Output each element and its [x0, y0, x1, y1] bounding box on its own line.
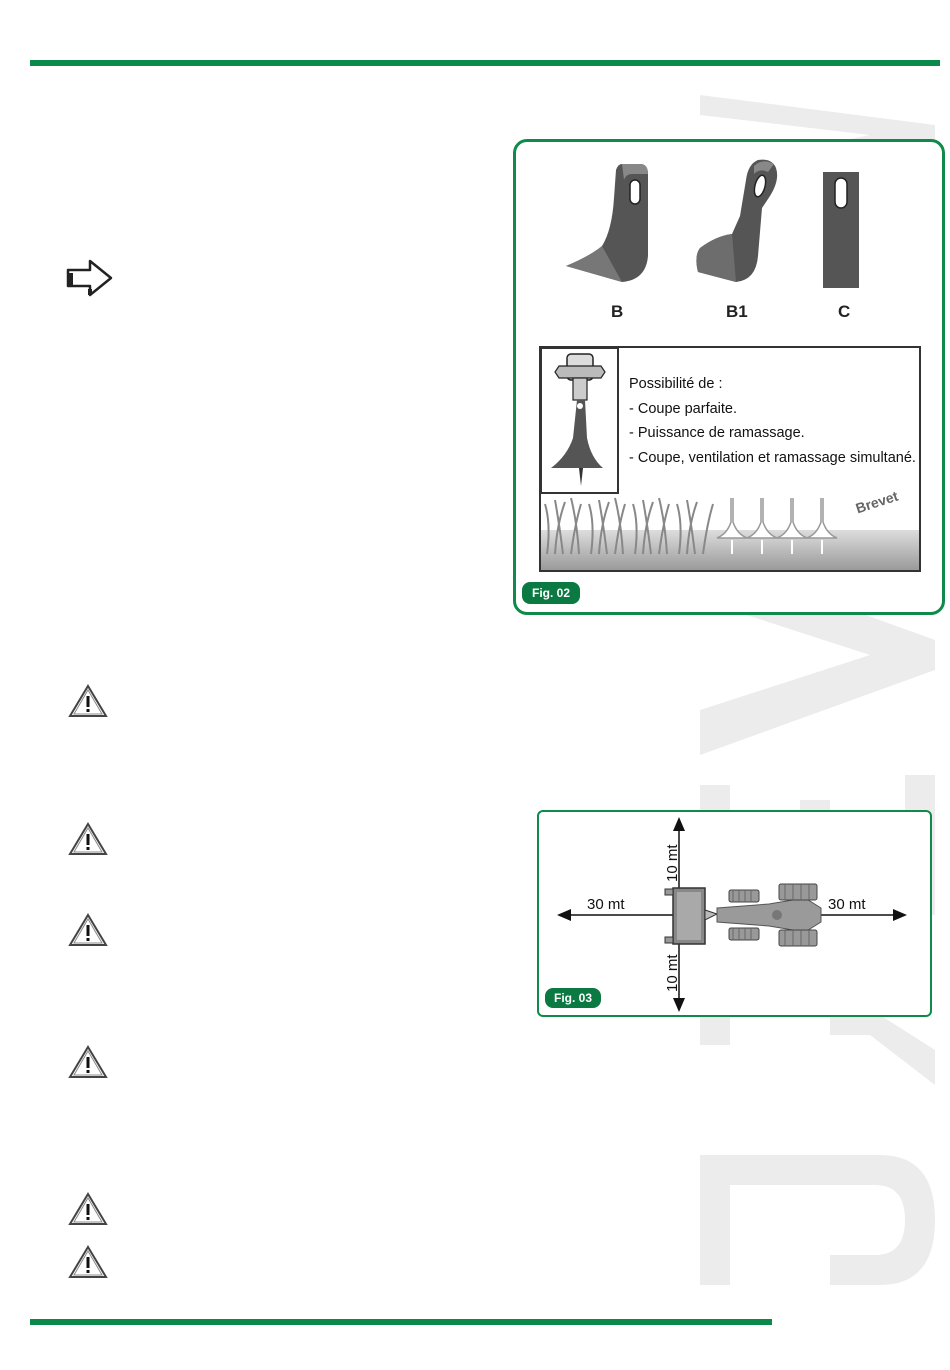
top-distance-label: 10 mt [664, 844, 681, 882]
features-heading: Possibilité de : [629, 376, 723, 392]
right-arrow-icon [66, 259, 114, 297]
brevet-stamp: Brevet [853, 487, 900, 517]
features-info-box [539, 346, 921, 572]
blade-label-c: C [838, 302, 851, 321]
top-rule [30, 60, 940, 66]
warning-triangle-icon [68, 913, 108, 947]
safety-distance-diagram [539, 812, 930, 1015]
bottom-distance-label: 10 mt [664, 954, 681, 992]
right-distance-label: 30 mt [828, 896, 866, 913]
bottom-rule [30, 1319, 772, 1325]
warning-triangle-icon [68, 1045, 108, 1079]
blade-b1-illustration [692, 156, 788, 286]
warning-triangle-icon [68, 1245, 108, 1279]
blade-label-b: B [611, 302, 624, 321]
figure-badge: Fig. 02 [522, 582, 580, 604]
features-text [629, 372, 916, 470]
blade-b-illustration [562, 158, 662, 288]
warning-triangle-icon [68, 1192, 108, 1226]
hinged-blade-illustration [541, 348, 619, 494]
warning-triangle-icon [68, 822, 108, 856]
warning-triangle-icon [68, 684, 108, 718]
feature-item: - Puissance de ramassage. [629, 425, 805, 441]
feature-item: - Coupe, ventilation et ramassage simultané. [629, 449, 916, 466]
feature-item: - Coupe parfaite. [629, 400, 738, 417]
blade-label-b1: B1 [726, 302, 748, 321]
figure-badge: Fig. 03 [545, 988, 601, 1008]
blade-c-illustration [819, 168, 863, 290]
figure-03 [537, 810, 932, 1017]
left-distance-label: 30 mt [587, 896, 625, 913]
figure-02 [513, 139, 945, 615]
